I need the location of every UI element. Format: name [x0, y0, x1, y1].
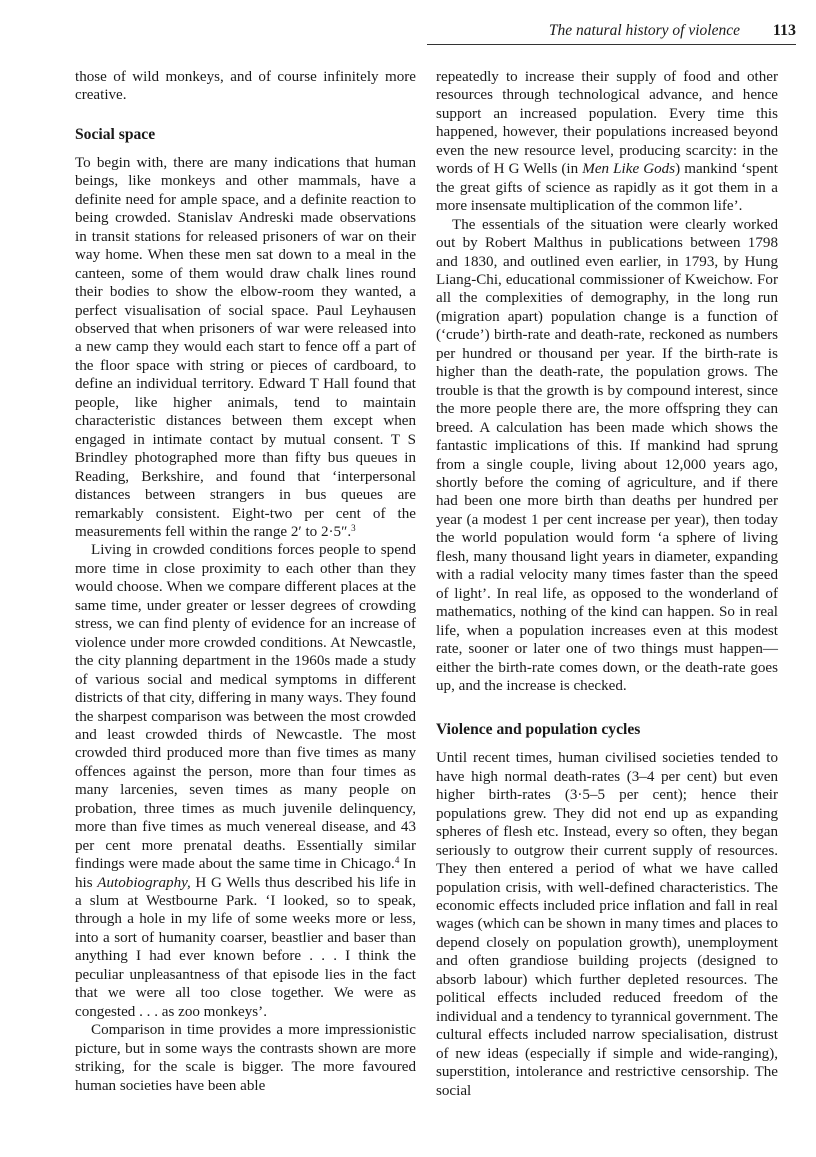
- left-column: [75, 68, 416, 1095]
- paragraph: [75, 154, 416, 542]
- paragraph: Comparison in time provides a more impressionistic picture, but in some ways the contrasts shown are more striking, for the scale is bigger. The more favoured human societies have been able: [75, 1022, 416, 1094]
- footnote-reference: 4: [394, 855, 400, 866]
- paragraph-text: H G Wells thus described his life in a slum at Westbourne Park. ‘I looked, so to speak, through a hole in my life of some weeks more or less, into a sort of humanity coarser, beastlier and baser than anything I had ever known before . . . I think the peculiar unpleasantness of that episode lies in the fact that we were all too close together. We were as congested . . . as zoo monkeys’.: [75, 874, 416, 1020]
- section-heading-social-space: Social space: [75, 125, 156, 143]
- book-title: Men Like Gods: [582, 161, 676, 178]
- paragraph: [75, 541, 416, 1021]
- section-heading-violence-population: Violence and population cycles: [436, 721, 641, 739]
- paragraph: Until recent times, human civilised societies tended to have high normal death-rates (3–4 per cent) but even higher birth-rates (3·5–5 per cent); hence their populations grew. They did not end up as expanding spheres of flesh etc. Instead, every so often, they began seriously to outgrow their current supply of resources. They then entered a period of what we have called population crisis, with well-defined characteristics. The economic effects included price inflation and fall in real wages (which can be shown in many times and places to depend closely on population growth), unemployment and often grandiose building projects (designed to absorb labour) which further depleted resources. The political effects included reduced freedom of the individual and a tendency to tyrannical government. The cultural effects included narrow specialisation, distrust of new ideas (especially if simple and wide-ranging), superstition, intolerance and restrictive censorship. The social: [436, 750, 778, 1099]
- paragraph: The essentials of the situation were clearly worked out by Robert Malthus in publications between 1798 and 1830, and outlined even earlier, in 1793, by Hung Liang-Chi, educational commissioner of Kweichow. For all the complexities of demography, in the long run (migration apart) population change is a function of (‘crude’) birth-rate and death-rate, reckoned as numbers per hundred or thousand per year. If the birth-rate is higher than the death-rate, the population grows. The trouble is that the growth is by compound interest, since the more people there are, the more offspring they can breed. A calculation has been made which shows the fantastic implications of this. If mankind had sprung from a single couple, living about 12,000 years ago, shortly before the coming of agriculture, and if there had been one more birth than deaths per hundred per year (a modest 1 per cent increase per year), then today the world population would form ‘a sphere of living flesh, many thousand light years in diameter, expanding with a radial velocity many times faster than the speed of light’. In real life, as opposed to the wonderland of mathematics, nothing of the kind can happen. So in real life, when a population increases even at this modest rate, sooner or later one of two things must happen—either the birth-rate comes down, or the death-rate goes up, and the increase is checked.: [436, 216, 778, 694]
- footnote-reference: 3: [351, 522, 356, 533]
- paragraph-text: ) mankind ‘spent the great gifts of science as rapidly as it got them in a more insensate multiplication of the common life’.: [436, 161, 778, 215]
- header-rule: [427, 44, 796, 45]
- continued-paragraph: those of wild monkeys, and of course infinitely more creative.: [75, 69, 416, 104]
- running-header: [0, 20, 796, 46]
- paragraph-text: In his: [75, 856, 416, 891]
- right-column: [436, 68, 778, 1100]
- page-number: 113: [772, 22, 796, 39]
- paragraph-text: repeatedly to increase their supply of food and other resources through technological advance, and hence support an increased population. Every time this happened, however, their populations increased beyond even the new resource level, producing scarcity: in the words of H G Wells (in: [436, 69, 778, 178]
- paragraph: [436, 68, 778, 216]
- book-title: Autobiography,: [97, 874, 191, 891]
- paragraph-text: Living in crowded conditions forces people to spend more time in close proximity to each other than they would choose. When we compare different places at the same time, under greater or lesser degrees of crowding stress, we can find plenty of evidence for an increase of violence under more crowded conditions. At Newcastle, the city planning department in the 1960s made a study of various social and medical symptoms in different districts of that city, differing in many ways. They found the sharpest comparison was between the most crowded and least crowded thirds of Newcastle. The most crowded third produced more than five times as many offences against the person, more than four times as many larcenies, seven times as many people on probation, three times as much juvenile delinquency, more than five times as much venereal disease, and 43 per cent more prenatal deaths. Essentially similar findings were made about the same time in Chicago.: [75, 542, 416, 873]
- paragraph-text: To begin with, there are many indications that human beings, like monkeys and other mammals, have a definite need for ample space, and a definite reaction to being crowded. Stanislav Andreski made observations in transit stations for released prisoners of war on their way home. When these men sat down to a meal in the canteen, some of them would draw chalk lines round their bodies to show the elbow-room they wanted, a perfect visualisation of social space. Paul Leyhausen observed that when prisoners of war were released into a new camp they would each start to fence off a part of the floor space with string or pieces of cardboard, to define an individual territory. Edward T Hall found that people, like higher animals, tend to maintain characteristic distances between them except when engaged in intimate contact by mutual consent. T S Brindley photographed more than fifty bus queues in Reading, Berkshire, and found that ‘interpersonal distances between strangers in bus queues are remarkably consistent. Eight-two per cent of the measurements fell within the range 2′ to 2·5″.: [75, 154, 416, 540]
- running-title: The natural history of violence: [548, 22, 740, 39]
